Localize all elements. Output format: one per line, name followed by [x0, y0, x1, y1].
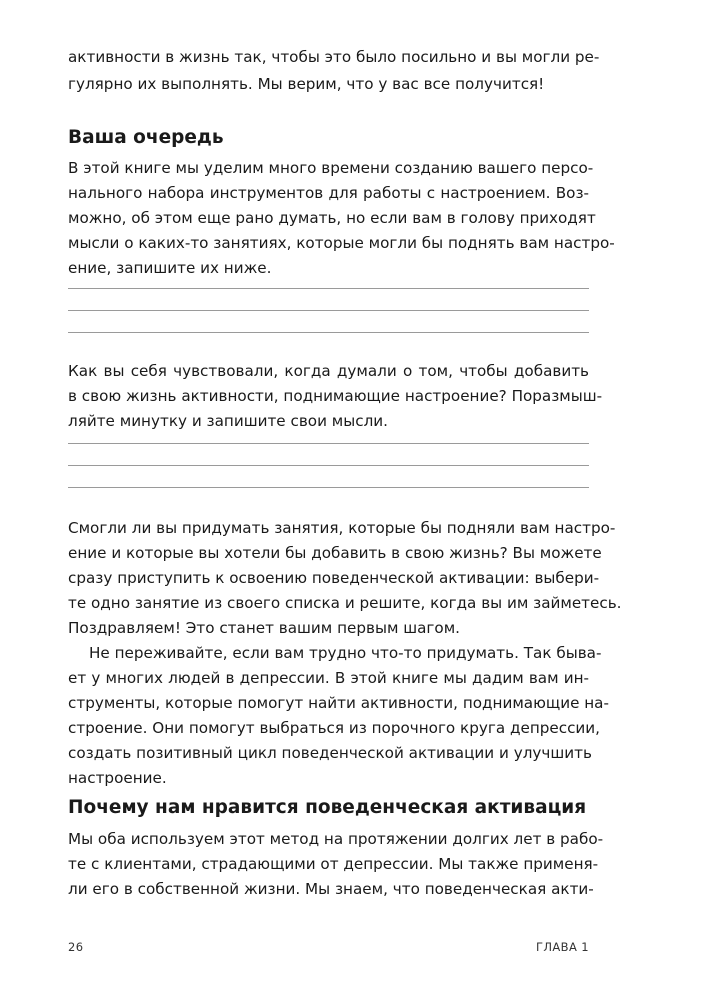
writing-line[interactable]: [68, 310, 589, 311]
prompt-line: мысли о каких-то занятиях, которые могли бы поднять вам настро-: [68, 234, 615, 252]
prompt-line: в свою жизнь активности, поднимающие настроение? Поразмыш-: [68, 387, 603, 405]
body-line: Смогли ли вы придумать занятия, которые бы подняли вам настро-: [68, 519, 616, 537]
body-line: ли его в собственной жизни. Мы знаем, что поведенческая акти-: [68, 880, 594, 898]
prompt-line: нального набора инструментов для работы с настроением. Воз-: [68, 184, 589, 202]
intro-line: гулярно их выполнять. Мы верим, что у вас все получится!: [68, 75, 545, 93]
body-line: строение. Они помогут выбраться из порочного круга депрессии,: [68, 719, 600, 737]
intro-line: активности в жизнь так, чтобы это было посильно и вы могли ре-: [68, 48, 600, 66]
body-line: Не переживайте, если вам трудно что-то придумать. Так быва-: [89, 644, 602, 662]
prompt-line: В этой книге мы уделим много времени созданию вашего персо-: [68, 159, 594, 177]
body-line: те с клиентами, страдающими от депрессии. Мы также применя-: [68, 855, 599, 873]
writing-line[interactable]: [68, 332, 589, 333]
prompt-line: ение, запишите их ниже.: [68, 259, 272, 277]
body-line: ет у многих людей в депрессии. В этой книге мы дадим вам ин-: [68, 669, 589, 687]
body-line: Мы оба используем этот метод на протяжении долгих лет в рабо-: [68, 830, 604, 848]
body-line: создать позитивный цикл поведенческой активации и улучшить: [68, 744, 592, 762]
page-number: 26: [68, 940, 84, 954]
body-line: струменты, которые помогут найти активности, поднимающие на-: [68, 694, 609, 712]
writing-line[interactable]: [68, 465, 589, 466]
body-line: Поздравляем! Это станет вашим первым шагом.: [68, 619, 460, 637]
body-line: настроение.: [68, 769, 167, 787]
chapter-label: ГЛАВА 1: [535, 940, 589, 954]
section-heading: Ваша очередь: [68, 127, 224, 148]
body-line: сразу приступить к освоению поведенческой активации: выбери-: [68, 569, 600, 587]
body-line: ение и которые вы хотели бы добавить в свою жизнь? Вы можете: [68, 544, 602, 562]
writing-line[interactable]: [68, 443, 589, 444]
prompt-line: ляйте минутку и запишите свои мысли.: [68, 412, 388, 430]
writing-line[interactable]: [68, 288, 589, 289]
prompt-line: Как вы себя чувствовали, когда думали о том, чтобы добавить: [68, 362, 589, 380]
section-heading: Почему нам нравится поведенческая активация: [68, 797, 587, 818]
body-line: те одно занятие из своего списка и решите, когда вы им займетесь.: [68, 594, 622, 612]
writing-line[interactable]: [68, 487, 589, 488]
prompt-line: можно, об этом еще рано думать, но если вам в голову приходят: [68, 209, 596, 227]
